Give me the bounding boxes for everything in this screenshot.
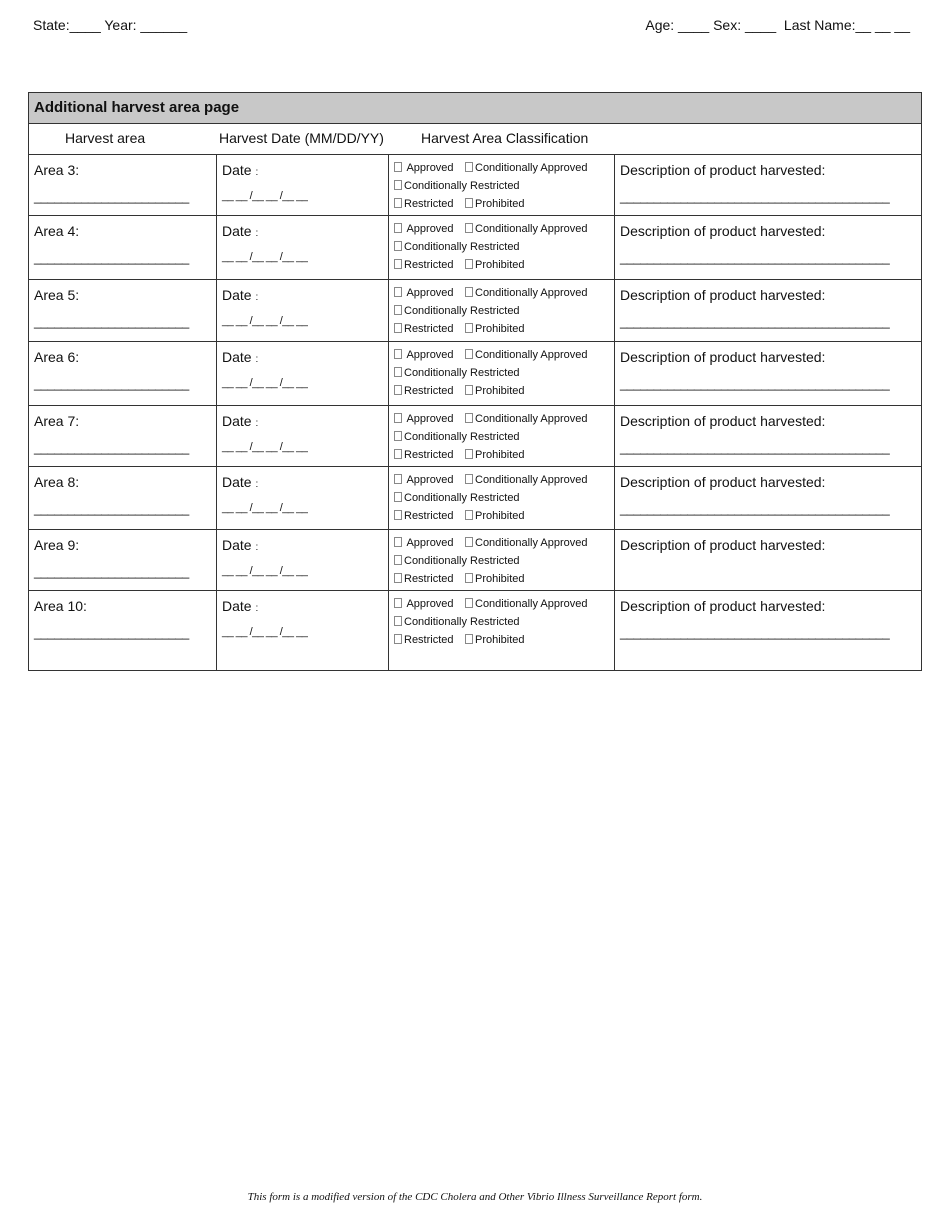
description-cell xyxy=(615,406,921,466)
restricted-label: Restricted xyxy=(404,573,454,585)
conditionally-restricted-label: Conditionally Restricted xyxy=(404,241,520,253)
approved-option[interactable] xyxy=(394,534,454,552)
description-label: Description of product harvested: xyxy=(620,223,826,239)
conditionally-approved-option[interactable] xyxy=(465,410,588,428)
approved-label: Approved xyxy=(406,598,454,610)
conditionally-approved-checkbox[interactable] xyxy=(465,287,473,297)
approved-label: Approved xyxy=(406,162,454,174)
approved-label: Approved xyxy=(406,413,454,425)
harvest-date-field[interactable]: __ __ /__ __ /__ __ xyxy=(222,441,308,453)
conditionally-approved-option[interactable] xyxy=(465,534,588,552)
area-row xyxy=(29,155,921,216)
description-cell xyxy=(615,155,921,215)
area-row xyxy=(29,280,921,342)
conditionally-restricted-checkbox[interactable] xyxy=(394,305,402,315)
harvest-area-cell xyxy=(29,342,217,405)
area-label: Area 6: xyxy=(34,349,80,365)
harvest-date-cell xyxy=(217,216,389,279)
date-colon: : xyxy=(255,354,259,365)
area-name-field[interactable]: _______________________ xyxy=(34,189,189,204)
prohibited-checkbox[interactable] xyxy=(465,573,473,583)
date-label: Date xyxy=(222,537,252,553)
conditionally-approved-checkbox[interactable] xyxy=(465,474,473,484)
restricted-label: Restricted xyxy=(404,510,454,522)
harvest-date-field[interactable]: __ __ /__ __ /__ __ xyxy=(222,190,308,202)
prohibited-option[interactable] xyxy=(465,446,525,464)
footer-note: This form is a modified version of the CDC Cholera and Other Vibrio Illness Surveillance Report form. xyxy=(247,1191,703,1203)
restricted-checkbox[interactable] xyxy=(394,449,402,459)
header-state-year: State:____ Year: ______ xyxy=(33,17,188,33)
conditionally-approved-label: Conditionally Approved xyxy=(475,474,588,486)
area-rows xyxy=(29,155,921,670)
conditionally-approved-label: Conditionally Approved xyxy=(475,413,588,425)
prohibited-checkbox[interactable] xyxy=(465,198,473,208)
restricted-checkbox[interactable] xyxy=(394,198,402,208)
date-label: Date xyxy=(222,223,252,239)
restricted-option[interactable] xyxy=(394,195,454,213)
area-name-field[interactable]: _______________________ xyxy=(34,625,189,640)
harvest-date-cell xyxy=(217,591,389,670)
approved-checkbox[interactable] xyxy=(394,598,402,608)
harvest-date-cell xyxy=(217,155,389,215)
restricted-label: Restricted xyxy=(404,385,454,397)
area-name-field[interactable]: _______________________ xyxy=(34,314,189,329)
description-field[interactable]: ________________________________________ xyxy=(620,314,890,329)
approved-label: Approved xyxy=(406,537,454,549)
column-header-classification: Harvest Area Classification xyxy=(421,130,589,146)
approved-option[interactable] xyxy=(394,159,454,177)
prohibited-label: Prohibited xyxy=(475,385,525,397)
description-cell xyxy=(615,280,921,341)
area-name-field[interactable]: _______________________ xyxy=(34,376,189,391)
restricted-checkbox[interactable] xyxy=(394,573,402,583)
prohibited-option[interactable] xyxy=(465,320,525,338)
restricted-checkbox[interactable] xyxy=(394,259,402,269)
prohibited-checkbox[interactable] xyxy=(465,634,473,644)
prohibited-checkbox[interactable] xyxy=(465,259,473,269)
restricted-label: Restricted xyxy=(404,323,454,335)
column-header-area: Harvest area xyxy=(65,130,146,146)
conditionally-restricted-checkbox[interactable] xyxy=(394,431,402,441)
date-colon: : xyxy=(255,418,259,429)
description-cell xyxy=(615,467,921,529)
description-label: Description of product harvested: xyxy=(620,537,826,553)
conditionally-restricted-option[interactable] xyxy=(394,302,520,320)
prohibited-label: Prohibited xyxy=(475,510,525,522)
restricted-option[interactable] xyxy=(394,507,454,525)
area-row xyxy=(29,467,921,530)
approved-option[interactable] xyxy=(394,220,454,238)
conditionally-restricted-checkbox[interactable] xyxy=(394,616,402,626)
date-colon: : xyxy=(255,479,259,490)
approved-checkbox[interactable] xyxy=(394,223,402,233)
area-row xyxy=(29,342,921,406)
conditionally-restricted-label: Conditionally Restricted xyxy=(404,431,520,443)
area-name-field[interactable]: _______________________ xyxy=(34,564,189,579)
restricted-option[interactable] xyxy=(394,382,454,400)
prohibited-checkbox[interactable] xyxy=(465,449,473,459)
area-row xyxy=(29,591,921,670)
prohibited-option[interactable] xyxy=(465,382,525,400)
classification-cell xyxy=(389,406,615,466)
conditionally-approved-label: Conditionally Approved xyxy=(475,287,588,299)
conditionally-restricted-label: Conditionally Restricted xyxy=(404,555,520,567)
restricted-checkbox[interactable] xyxy=(394,385,402,395)
prohibited-checkbox[interactable] xyxy=(465,323,473,333)
classification-cell xyxy=(389,530,615,590)
description-field[interactable]: ________________________________________ xyxy=(620,440,890,455)
conditionally-restricted-checkbox[interactable] xyxy=(394,367,402,377)
prohibited-label: Prohibited xyxy=(475,259,525,271)
conditionally-approved-checkbox[interactable] xyxy=(465,349,473,359)
prohibited-checkbox[interactable] xyxy=(465,510,473,520)
approved-option[interactable] xyxy=(394,471,454,489)
description-field[interactable]: ________________________________________ xyxy=(620,250,890,265)
area-label: Area 9: xyxy=(34,537,80,553)
area-name-field[interactable]: _______________________ xyxy=(34,250,189,265)
conditionally-restricted-option[interactable] xyxy=(394,364,520,382)
classification-cell xyxy=(389,216,615,279)
approved-label: Approved xyxy=(406,287,454,299)
column-header-row xyxy=(29,124,921,155)
harvest-date-field[interactable]: __ __ /__ __ /__ __ xyxy=(222,251,308,263)
date-label: Date xyxy=(222,598,252,614)
conditionally-restricted-option[interactable] xyxy=(394,428,520,446)
prohibited-option[interactable] xyxy=(465,631,525,649)
conditionally-approved-label: Conditionally Approved xyxy=(475,598,588,610)
restricted-checkbox[interactable] xyxy=(394,510,402,520)
date-colon: : xyxy=(255,542,259,553)
approved-option[interactable] xyxy=(394,284,454,302)
description-label: Description of product harvested: xyxy=(620,413,826,429)
approved-label: Approved xyxy=(406,349,454,361)
classification-cell xyxy=(389,342,615,405)
area-row xyxy=(29,406,921,467)
harvest-date-cell xyxy=(217,530,389,590)
approved-option[interactable] xyxy=(394,595,454,613)
date-label: Date xyxy=(222,349,252,365)
restricted-label: Restricted xyxy=(404,634,454,646)
description-cell xyxy=(615,591,921,670)
harvest-date-field[interactable]: __ __ /__ __ /__ __ xyxy=(222,626,308,638)
harvest-date-field[interactable]: __ __ /__ __ /__ __ xyxy=(222,565,308,577)
conditionally-approved-label: Conditionally Approved xyxy=(475,162,588,174)
approved-option[interactable] xyxy=(394,410,454,428)
approved-option[interactable] xyxy=(394,346,454,364)
classification-cell xyxy=(389,591,615,670)
area-label: Area 10: xyxy=(34,598,87,614)
conditionally-restricted-option[interactable] xyxy=(394,238,520,256)
conditionally-restricted-checkbox[interactable] xyxy=(394,492,402,502)
area-label: Area 7: xyxy=(34,413,80,429)
description-label: Description of product harvested: xyxy=(620,349,826,365)
prohibited-option[interactable] xyxy=(465,570,525,588)
prohibited-option[interactable] xyxy=(465,195,525,213)
description-cell xyxy=(615,342,921,405)
conditionally-restricted-label: Conditionally Restricted xyxy=(404,180,520,192)
date-colon: : xyxy=(255,292,259,303)
restricted-checkbox[interactable] xyxy=(394,323,402,333)
conditionally-approved-option[interactable] xyxy=(465,595,588,613)
prohibited-label: Prohibited xyxy=(475,198,525,210)
classification-cell xyxy=(389,155,615,215)
description-field[interactable]: ________________________________________ xyxy=(620,501,890,516)
conditionally-restricted-option[interactable] xyxy=(394,489,520,507)
prohibited-label: Prohibited xyxy=(475,634,525,646)
harvest-date-field[interactable]: __ __ /__ __ /__ __ xyxy=(222,377,308,389)
date-label: Date xyxy=(222,287,252,303)
date-label: Date xyxy=(222,413,252,429)
harvest-area-form xyxy=(28,92,922,671)
date-colon: : xyxy=(255,603,259,614)
conditionally-approved-checkbox[interactable] xyxy=(465,162,473,172)
header-age-sex-name: Age: ____ Sex: ____ Last Name:__ __ __ xyxy=(645,17,910,33)
prohibited-label: Prohibited xyxy=(475,323,525,335)
area-label: Area 4: xyxy=(34,223,80,239)
date-colon: : xyxy=(255,228,259,239)
date-label: Date xyxy=(222,162,252,178)
harvest-area-cell xyxy=(29,406,217,466)
area-name-field[interactable]: _______________________ xyxy=(34,501,189,516)
conditionally-restricted-label: Conditionally Restricted xyxy=(404,616,520,628)
harvest-date-cell xyxy=(217,342,389,405)
area-row xyxy=(29,530,921,591)
approved-checkbox[interactable] xyxy=(394,162,402,172)
description-cell xyxy=(615,530,921,590)
conditionally-approved-checkbox[interactable] xyxy=(465,598,473,608)
prohibited-option[interactable] xyxy=(465,256,525,274)
classification-cell xyxy=(389,467,615,529)
restricted-option[interactable] xyxy=(394,256,454,274)
restricted-label: Restricted xyxy=(404,449,454,461)
area-name-field[interactable]: _______________________ xyxy=(34,440,189,455)
conditionally-approved-checkbox[interactable] xyxy=(465,537,473,547)
column-header-date: Harvest Date (MM/DD/YY) xyxy=(219,130,384,146)
area-label: Area 8: xyxy=(34,474,80,490)
harvest-area-cell xyxy=(29,280,217,341)
restricted-label: Restricted xyxy=(404,198,454,210)
harvest-area-cell xyxy=(29,216,217,279)
conditionally-approved-label: Conditionally Approved xyxy=(475,537,588,549)
description-label: Description of product harvested: xyxy=(620,598,826,614)
conditionally-approved-checkbox[interactable] xyxy=(465,413,473,423)
conditionally-approved-option[interactable] xyxy=(465,284,588,302)
conditionally-restricted-label: Conditionally Restricted xyxy=(404,367,520,379)
description-field[interactable]: ________________________________________ xyxy=(620,189,890,204)
approved-checkbox[interactable] xyxy=(394,287,402,297)
restricted-option[interactable] xyxy=(394,320,454,338)
approved-checkbox[interactable] xyxy=(394,349,402,359)
conditionally-approved-option[interactable] xyxy=(465,346,588,364)
harvest-date-cell xyxy=(217,406,389,466)
date-colon: : xyxy=(255,167,259,178)
conditionally-approved-option[interactable] xyxy=(465,471,588,489)
harvest-area-cell xyxy=(29,467,217,529)
date-label: Date xyxy=(222,474,252,490)
prohibited-label: Prohibited xyxy=(475,449,525,461)
restricted-option[interactable] xyxy=(394,570,454,588)
conditionally-approved-option[interactable] xyxy=(465,220,588,238)
conditionally-approved-label: Conditionally Approved xyxy=(475,223,588,235)
harvest-area-cell xyxy=(29,591,217,670)
restricted-option[interactable] xyxy=(394,446,454,464)
prohibited-label: Prohibited xyxy=(475,573,525,585)
description-label: Description of product harvested: xyxy=(620,287,826,303)
restricted-checkbox[interactable] xyxy=(394,634,402,644)
approved-checkbox[interactable] xyxy=(394,413,402,423)
area-label: Area 5: xyxy=(34,287,80,303)
conditionally-restricted-option[interactable] xyxy=(394,552,520,570)
description-label: Description of product harvested: xyxy=(620,474,826,490)
approved-checkbox[interactable] xyxy=(394,474,402,484)
harvest-area-cell xyxy=(29,155,217,215)
approved-label: Approved xyxy=(406,474,454,486)
harvest-area-cell xyxy=(29,530,217,590)
conditionally-approved-option[interactable] xyxy=(465,159,588,177)
classification-cell xyxy=(389,280,615,341)
prohibited-checkbox[interactable] xyxy=(465,385,473,395)
area-label: Area 3: xyxy=(34,162,80,178)
harvest-date-cell xyxy=(217,280,389,341)
conditionally-restricted-checkbox[interactable] xyxy=(394,555,402,565)
harvest-date-cell xyxy=(217,467,389,529)
form-title: Additional harvest area page xyxy=(29,93,921,124)
harvest-date-field[interactable]: __ __ /__ __ /__ __ xyxy=(222,315,308,327)
conditionally-restricted-option[interactable] xyxy=(394,613,520,631)
approved-label: Approved xyxy=(406,223,454,235)
description-field[interactable]: ________________________________________ xyxy=(620,376,890,391)
conditionally-restricted-label: Conditionally Restricted xyxy=(404,305,520,317)
prohibited-option[interactable] xyxy=(465,507,525,525)
harvest-date-field[interactable]: __ __ /__ __ /__ __ xyxy=(222,502,308,514)
restricted-option[interactable] xyxy=(394,631,454,649)
description-cell xyxy=(615,216,921,279)
conditionally-restricted-checkbox[interactable] xyxy=(394,180,402,190)
conditionally-restricted-option[interactable] xyxy=(394,177,520,195)
area-row xyxy=(29,216,921,280)
conditionally-restricted-checkbox[interactable] xyxy=(394,241,402,251)
approved-checkbox[interactable] xyxy=(394,537,402,547)
description-label: Description of product harvested: xyxy=(620,162,826,178)
description-field[interactable]: ________________________________________ xyxy=(620,625,890,640)
conditionally-approved-checkbox[interactable] xyxy=(465,223,473,233)
conditionally-restricted-label: Conditionally Restricted xyxy=(404,492,520,504)
restricted-label: Restricted xyxy=(404,259,454,271)
conditionally-approved-label: Conditionally Approved xyxy=(475,349,588,361)
